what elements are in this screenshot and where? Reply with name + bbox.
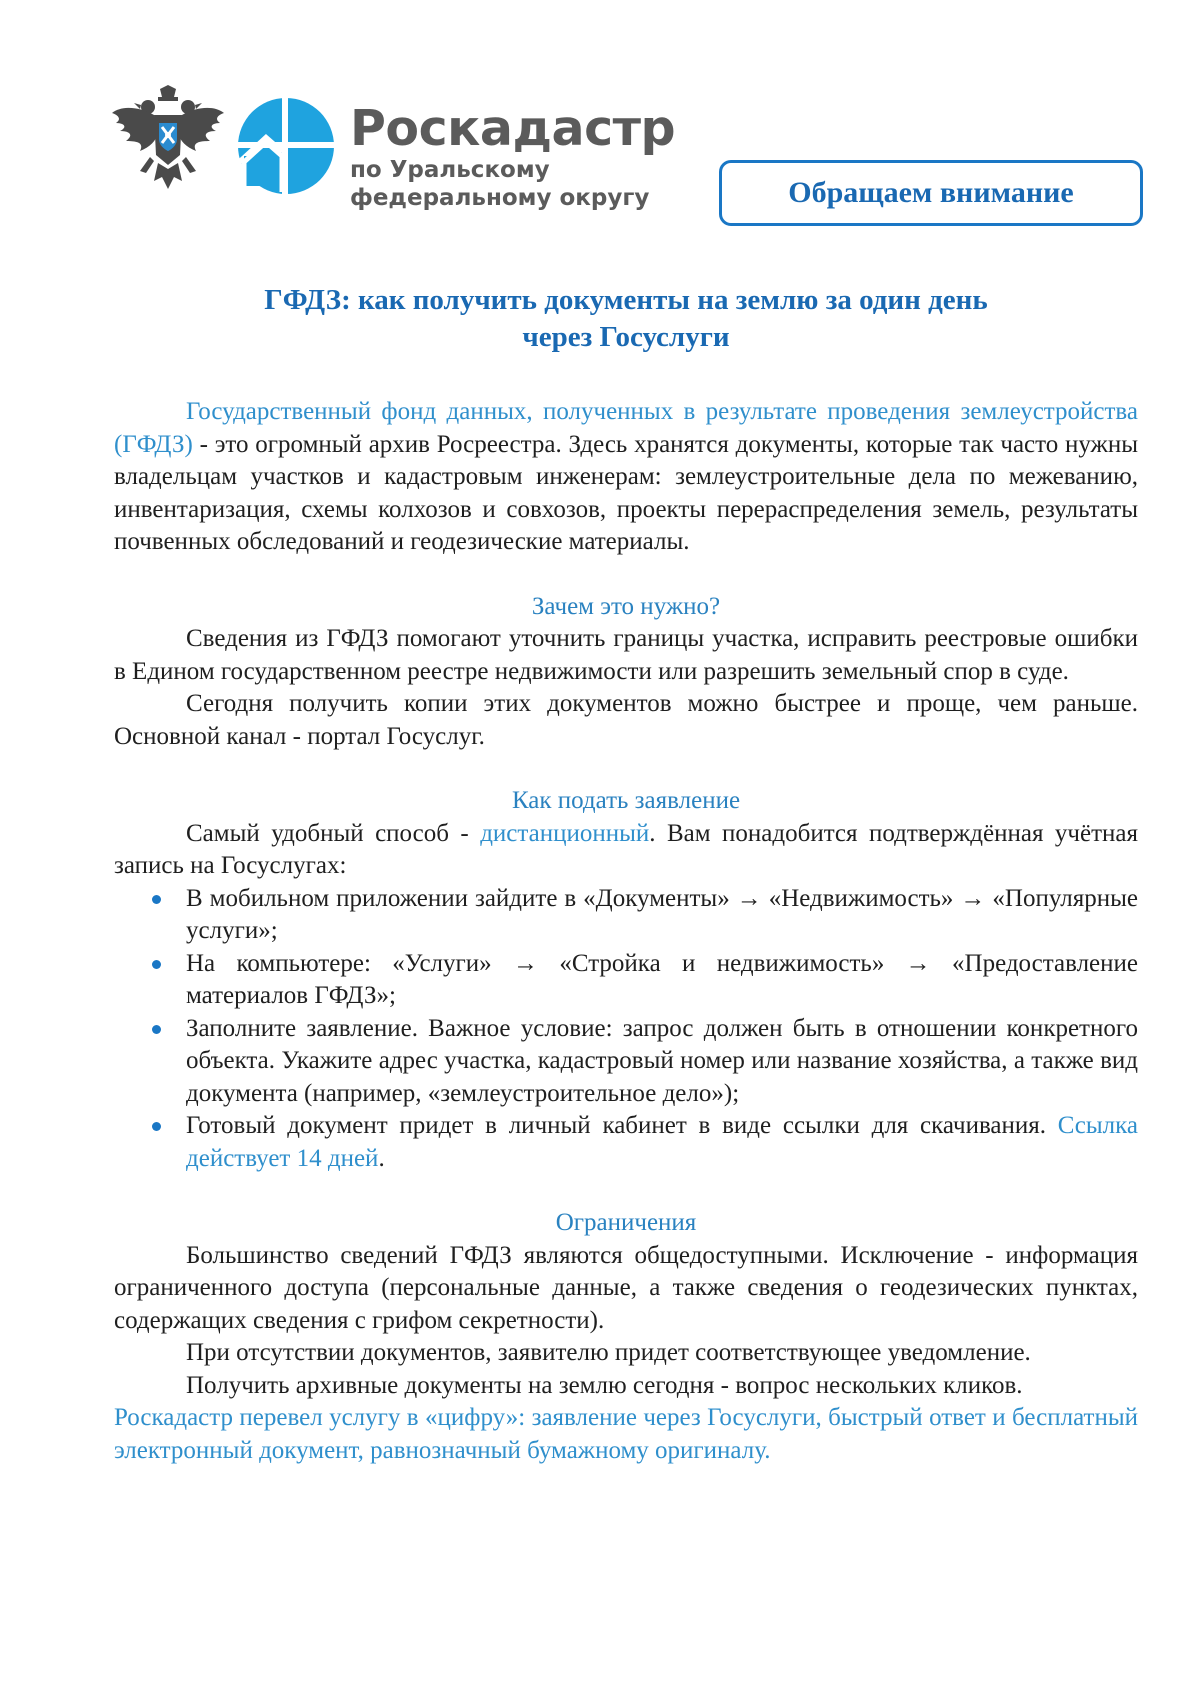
list-item (114, 948, 1138, 1013)
link-validity-note: Ссылка действует 14 дней (186, 1112, 1138, 1172)
notice-badge (719, 160, 1143, 226)
list-item-end: . (378, 1144, 385, 1172)
document-body (114, 282, 1138, 1467)
list-item-text: На компьютере: «Услуги» → «Стройка и недвижимость» → «Предоставление материалов ГФДЗ»; (186, 949, 1138, 1009)
section-heading-limits: Ограничения (555, 1209, 697, 1236)
bullet-icon (152, 960, 161, 969)
list-item (114, 883, 1138, 948)
section-heading-why: Зачем это нужно? (531, 592, 721, 620)
intro-paragraph (114, 396, 1138, 559)
brand-subtitle-line1: по Уральскому (350, 157, 550, 183)
limits-paragraph-4: Роскадастр перевел услугу в «цифру»: заявление через Госуслуги, быстрый ответ и бесплатный электронный документ, равнозначный бумажному оригиналу. (114, 1404, 1138, 1464)
how-steps-list (114, 883, 1138, 1176)
list-item-text: Готовый документ придет в личный кабинет в виде ссылки для скачивания. (186, 1112, 1058, 1139)
title-line-1: ГФДЗ: как получить документы на землю за один день (264, 284, 988, 316)
how-text-after: . Вам понадобится подтверждённая учётная запись на Госуслугах: (114, 819, 1138, 879)
why-paragraph-1: Сведения из ГФДЗ помогают уточнить границы участка, исправить реестровые ошибки в Едином государственном реестре недвижимости или разрешить земельный спор в суде. (114, 625, 1138, 685)
header (0, 0, 1190, 240)
limits-paragraph-2: При отсутствии документов, заявителю придет соответствующее уведомление. (186, 1339, 1031, 1366)
list-item (114, 1110, 1138, 1175)
double-headed-eagle-icon (110, 85, 226, 201)
intro-rest: - это огромный архив Росреестра. Здесь хранятся документы, которые так часто нужны владельцам участков и кадастровым инженерам: землеустроительные дела по межеванию, инвентаризация, схемы колхозов и совхозов, проекты перераспределения земель, результаты почвенных обследований и геодезические материалы. (114, 430, 1138, 555)
why-paragraph-2: Сегодня получить копии этих документов можно быстрее и проще, чем раньше. Основной канал - портал Госуслуг. (114, 690, 1138, 750)
brand-name: Роскадастр (350, 100, 676, 157)
title-line-2: через Госуслуги (522, 321, 730, 353)
list-item-text: Заполните заявление. Важное условие: запрос должен быть в отношении конкретного объекта. Укажите адрес участка, кадастровый номер или название хозяйства, а также вид документа (например, «землеустроительное дело»); (186, 1014, 1138, 1107)
page-title (114, 282, 1138, 356)
limits-paragraph-3: Получить архивные документы на землю сегодня - вопрос нескольких кликов. (186, 1371, 1023, 1399)
roskadastr-logo-icon (236, 96, 336, 196)
limits-paragraph-1: Большинство сведений ГФДЗ являются общедоступными. Исключение - информация ограниченного доступа (персональные данные, а также сведения о геодезических пунктах, содержащих сведения с грифом секретности). (114, 1241, 1138, 1334)
brand-subtitle-line2: федеральному округу (350, 185, 650, 211)
bullet-icon (152, 1122, 161, 1131)
section-heading-how: Как подать заявление (511, 787, 741, 814)
notice-label: Обращаем внимание (788, 176, 1074, 209)
brand-text (350, 102, 675, 212)
bullet-icon (152, 895, 161, 904)
how-text-before: Самый удобный способ - (186, 819, 481, 847)
how-highlight: дистанционный (480, 819, 650, 847)
list-item-text: В мобильном приложении зайдите в «Документы» → «Недвижимость» → «Популярные услуги»; (186, 884, 1138, 944)
list-item (114, 1013, 1138, 1111)
how-paragraph (114, 818, 1138, 883)
intro-lead: Государственный фонд данных, полученных в результате проведения землеустройства (ГФДЗ) (114, 398, 1138, 458)
bullet-icon (152, 1025, 161, 1034)
